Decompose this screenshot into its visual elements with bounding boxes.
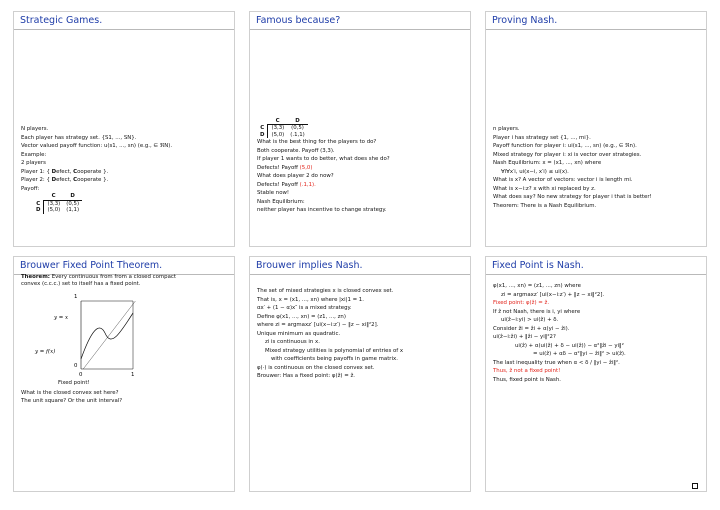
text-line: = ui(ẑ) + αδ − α²‖yi − ẑi‖² > ui(ẑ). xyxy=(533,351,626,357)
identity-line xyxy=(83,301,135,369)
text-line: N players. xyxy=(21,126,49,132)
table-cell: (1,1) xyxy=(66,207,80,214)
title-divider xyxy=(14,29,234,30)
slide-brouwer-theorem xyxy=(13,256,235,492)
text-line: The last inequality true when α < δ / ‖yi − ẑi‖². xyxy=(493,359,620,366)
title-divider xyxy=(250,274,470,275)
text-line: φ(x1, ..., xn) = (z1, ..., zn) where xyxy=(493,283,581,289)
text-line: neither player has incentive to change strategy. xyxy=(257,207,387,214)
column-header: D xyxy=(63,193,82,200)
table-cell: (0,5) xyxy=(291,125,304,132)
table-cell: (5,0) xyxy=(47,207,61,214)
title-divider xyxy=(486,29,706,30)
text-line: Both cooperate. Payoff (3,3). xyxy=(257,147,335,154)
text-line: with coefficients being payoffs in game matrix. xyxy=(271,356,398,362)
text-line: Brouwer: Has a fixed point: φ(ẑ) = ẑ. xyxy=(257,373,356,379)
text-line: The unit square? Or the unit interval? xyxy=(21,398,123,405)
slide-title: Brouwer Fixed Point Theorem. xyxy=(20,260,163,271)
text-line: ui(ẑ−i:yi) > ui(ẑ) + δ. xyxy=(501,317,559,323)
text-line: Payoff: xyxy=(21,185,40,192)
text-line: Player i has strategy set {1, ..., mi}. xyxy=(493,134,591,141)
text-line: zi = argmaxz′ [ui(x−i:z′) + ‖z − xi‖²2]. xyxy=(501,291,605,298)
table-cell: (.1,1) xyxy=(290,131,305,138)
text-line: Player 1: { Defect, Cooperate }. xyxy=(21,168,109,175)
text-line: Nash Equilibrium: x = (x1, ..., xn) where xyxy=(493,160,602,166)
text-line: where zi = argmaxz′ [ui(x−i:z′) − ‖z − xi‖²2]. xyxy=(257,322,379,328)
text-line: Payoff function for player i: ui(s1, ..., sn) (e.g., ∈ ℜn). xyxy=(493,143,637,149)
text-line: If ẑ not Nash, there is i, yi where xyxy=(493,308,581,315)
slide-body xyxy=(21,126,228,214)
payoff-table xyxy=(33,193,82,213)
text-line-highlight: Fixed point: φ(ẑ) = ẑ. xyxy=(493,300,550,306)
text-line: zi is continuous in x. xyxy=(265,339,320,345)
slide-brouwer-implies-nash xyxy=(249,256,471,492)
theorem-text: Every continuous from from a closed compact convex (c.c.c.) set to itself has a fixed point. xyxy=(21,274,176,287)
function-label: y = f(x) xyxy=(35,348,56,355)
text-line: Theorem: There is a Nash Equilibrium. xyxy=(493,202,597,209)
column-header: C xyxy=(268,118,287,125)
slide-fixed-point-is-nash xyxy=(485,256,707,492)
text-line: n players. xyxy=(493,126,520,132)
text-line: φ(·) is continuous on the closed convex set. xyxy=(257,364,375,371)
slide-body xyxy=(257,288,464,380)
slide-title: Famous because? xyxy=(256,15,341,26)
text-line: That is, x = (x1, ..., xn) where |xi|1 = 1. xyxy=(257,296,364,303)
slide-body xyxy=(21,274,228,405)
text-line: The set of mixed strategies x is closed convex set. xyxy=(257,288,394,294)
table-cell: (3,3) xyxy=(271,125,285,132)
slide-title: Fixed Point is Nash. xyxy=(492,260,584,271)
slide-title: Strategic Games. xyxy=(20,15,103,26)
text-line: Stable now! xyxy=(257,190,290,197)
row-header: D xyxy=(257,132,268,138)
identity-label: y = x xyxy=(54,314,69,321)
text-line: Mixed strategy for player i: xi is vector over strategies. xyxy=(493,151,642,158)
title-divider xyxy=(486,274,706,275)
slide-title: Proving Nash. xyxy=(492,15,558,26)
text-line: Thus, fixed point is Nash. xyxy=(493,376,561,383)
text-line: Defects! Payoff (5,0) xyxy=(257,164,313,171)
text-line: Nash Equilibrium: xyxy=(257,198,305,205)
text-line: What is x−i:z? x with xi replaced by z. xyxy=(493,185,596,192)
slide-strategic-games xyxy=(13,11,235,247)
slide-title: Brouwer implies Nash. xyxy=(256,260,363,271)
tick-label-right: 1 xyxy=(131,371,135,378)
qed-square-icon xyxy=(692,483,698,489)
text-line: Player 2: { Defect, Cooperate }. xyxy=(21,177,109,183)
text-line: What does player 2 do now? xyxy=(257,173,334,180)
text-line: What is x? A vector of vectors: vector i is length mi. xyxy=(493,177,633,183)
text-line: Unique minimum as quadratic. xyxy=(257,330,341,337)
slide-body xyxy=(493,283,700,383)
text-line: ui(ẑ) + α(ui(ẑ) + δ − ui(ẑ)) − α²‖ẑi − yi‖² xyxy=(515,342,624,349)
text-line: ∀i∀x′i, ui(x−i, x′i) ≤ ui(x). xyxy=(501,168,569,175)
text-line: Defects! Payoff (.1,1). xyxy=(257,181,316,188)
title-divider xyxy=(250,29,470,30)
text-line: Vector valued payoff function: u(s1, ..., sn) (e.g., ∈ ℜN). xyxy=(21,143,173,149)
slide-body xyxy=(257,118,464,214)
table-cell: (3,3) xyxy=(47,200,61,207)
theorem-label: Theorem: xyxy=(21,274,50,280)
slide-body xyxy=(493,126,700,209)
text-line: What is the closed convex set here? xyxy=(21,389,119,396)
slide-famous-because xyxy=(249,11,471,247)
column-header: C xyxy=(44,193,63,200)
text-line: Consider ẑi = ẑi + α(yi − ẑi). xyxy=(493,325,570,332)
text-line: ui(ẑ−i:ẑi) + ‖ẑi − yi‖²2? xyxy=(493,334,556,340)
row-header: C xyxy=(257,125,268,132)
function-curve xyxy=(81,313,133,359)
table-cell: (0,5) xyxy=(66,200,80,207)
tick-label-origin-x: 0 xyxy=(79,371,83,378)
text-line: If player 1 wants to do better, what does she do? xyxy=(257,156,390,163)
row-header: C xyxy=(33,200,44,207)
text-line: Mixed strategy utilities is polynomial of entries of x xyxy=(265,347,404,354)
theorem-statement xyxy=(21,274,191,288)
row-header: D xyxy=(33,207,44,213)
text-line: αx′ + (1 − α)x″ is a mixed strategy. xyxy=(257,305,352,311)
plot-caption: Fixed point! xyxy=(58,379,90,386)
text-line-highlight: Thus, ẑ not a fixed point! xyxy=(493,368,561,374)
text-line: What is the best thing for the players to do? xyxy=(257,139,377,146)
text-line: Define φ(x1, ..., xn) = (z1, ..., zn) xyxy=(257,313,346,320)
tick-label-origin-y: 0 xyxy=(74,362,78,369)
column-header: D xyxy=(287,118,308,125)
text-line: Each player has strategy set. {S1, ..., SN}. xyxy=(21,134,137,141)
fixed-point-plot xyxy=(21,291,141,379)
text-line: What does say? No new strategy for player i that is better! xyxy=(493,194,652,200)
payoff-table xyxy=(257,118,308,138)
tick-label-top: 1 xyxy=(74,293,78,300)
text-line: Example: xyxy=(21,151,47,158)
text-line: 2 players xyxy=(21,160,46,166)
table-cell: (5,0) xyxy=(271,131,285,138)
slide-proving-nash xyxy=(485,11,707,247)
